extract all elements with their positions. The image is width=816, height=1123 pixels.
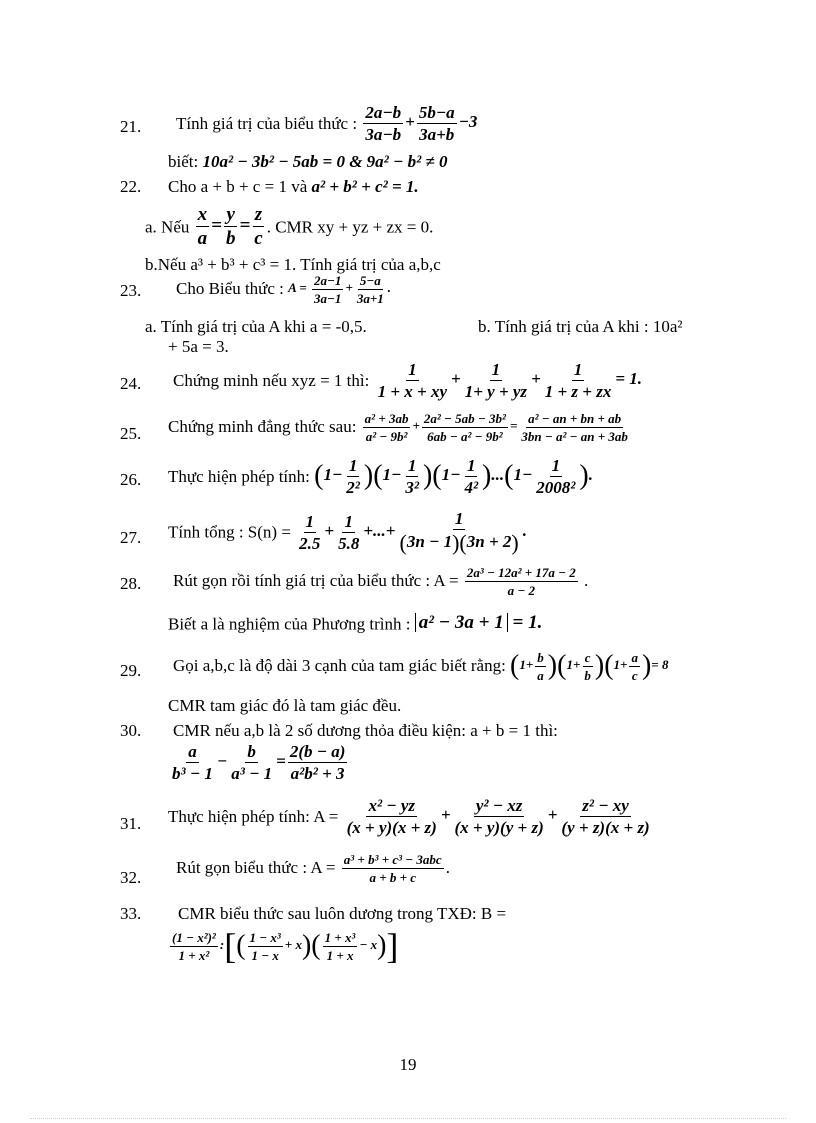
item-21-text: Tính giá trị của biểu thức : $\frac{2a-b}{3a-b}$ + $\frac{5b-a}{3a+b}$ −3 [176,103,478,144]
item-29-number: 29. [120,661,142,680]
item-32-number: 32. [120,868,142,887]
item-27-number: 27. [120,528,142,547]
item-22a: a. Nếu $\frac{x}{a}$ = $\frac{y}{b}$ = $\frac{z}{c}$ . CMR xy + yz + zx = 0. [145,204,434,249]
item-33-number: 33. [120,904,142,923]
item-28-condition: Biết a là nghiệm của Phương trình : a² − 3a + 1 = 1. [168,612,543,634]
formula-30: $\frac{a}{\text{b³ − 1}}$ − $\frac{b}{\text{a³ − 1}}$ = $\frac{2(b - a)}{\text{a²b² + 3}}$ [172,742,346,783]
page-number: 19 [399,1055,417,1074]
item-23-number: 23. [120,281,142,300]
formula-33: $\frac{\text{(1 − x²)²}}{\text{1 + x²}}$ :[( $\frac{\text{1 − x³}}{1 - x}$ + x)( $\frac{\text{1 + x³}}{1 + x}$ − x)] [172,926,399,966]
item-32-text: Rút gọn biểu thức : A = $\frac{\text{a³ + b³ + c³ − 3abc}}{a + b + c}$ . [176,852,450,885]
item-31-number: 31. [120,814,142,833]
item-24-number: 24. [120,374,142,393]
item-23b: b. Tính giá trị của A khi : 10a² [478,317,683,336]
item-28-text: Rút gọn rồi tính giá trị của biểu thức : A = $\frac{\text{2a³ − 12a² + 17a − 2}}{a - 2}$ . [173,565,589,598]
item-22b: b.Nếu a³ + b³ + c³ = 1. Tính giá trị của a,b,c [145,255,441,274]
item-21-number: 21. [120,117,142,136]
formula-21: $\frac{2a-b}{3a-b}$ + $\frac{5b-a}{3a+b}$ −3 [365,103,478,144]
item-30-text: CMR nếu a,b là 2 số dương thỏa điều kiện: a + b = 1 thì: [173,721,558,740]
bottom-divider [30,1118,786,1119]
item-22-text: Cho a + b + c = 1 và a² + b² + c² = 1. [168,177,419,196]
item-26-number: 26. [120,470,142,489]
item-29-text: Gọi a,b,c là độ dài 3 cạnh của tam giác biết rằng: (1+ $\frac{b}{a}$ )(1+ $\frac{c}{b}$ )(1+ $\frac{a}{c}$ )= 8 [173,650,669,683]
item-22-number: 22. [120,177,142,196]
item-21-condition: biết: 10a² − 3b² − 5ab = 0 & 9a² − b² ≠ 0 [168,152,448,171]
item-24-text: Chứng minh nếu xyz = 1 thì: $\frac{1}{1 + x + xy}$ + $\frac{1}{1+ y + yz}$ + $\frac{1}{1 + z + zx}$ = 1. [173,360,643,401]
item-27-text: Tính tổng : S(n) = $\frac{1}{2.5}$ + $\frac{1}{5.8}$ +...+ $\frac{1}{(3n - 1)(3n + 2)}$ . [168,509,527,555]
item-30-number: 30. [120,721,142,740]
item-23-text: Cho Biểu thức : A = $\frac{2a-1}{3a-1}$ + $\frac{5-a}{3a+1}$ . [176,273,392,306]
item-33-text: CMR biểu thức sau luôn dương trong TXĐ: B = [178,904,507,923]
item-23a: a. Tính giá trị của A khi a = -0,5. [145,317,367,336]
item-31-text: Thực hiện phép tính: A = $\frac{\text{x² − yz}}{(x + y)(x + z)}$ + $\frac{\text{y² − xz}}{(x + y)(y + z)}$ + $\frac{\text{z² − xy}}{(y + z)(x + z)}$ [168,796,650,837]
item-25-text: Chứng minh đẳng thức sau: $\frac{\text{a² + 3ab}}{\text{a² − 9b²}}$ + $\frac{\text{2a² − 5ab − 3b²}}{\text{6ab − a² − 9b²}}$ = $\frac{\text{a² − an + bn + ab}}{\text{3bn − a² − an + 3ab}}$ [168,411,628,444]
item-26-text: Thực hiện phép tính: (1− $\frac{1}{\text{2²}}$ )(1− $\frac{1}{\text{3²}}$ )(1− $\frac{1}{\text{4²}}$ )...(1− $\frac{1}{\text{2008²}}$ ). [168,456,593,497]
item-23b-cont: + 5a = 3. [168,337,229,356]
item-29-conclusion: CMR tam giác đó là tam giác đều. [168,696,402,715]
item-25-number: 25. [120,424,142,443]
item-28-number: 28. [120,574,142,593]
